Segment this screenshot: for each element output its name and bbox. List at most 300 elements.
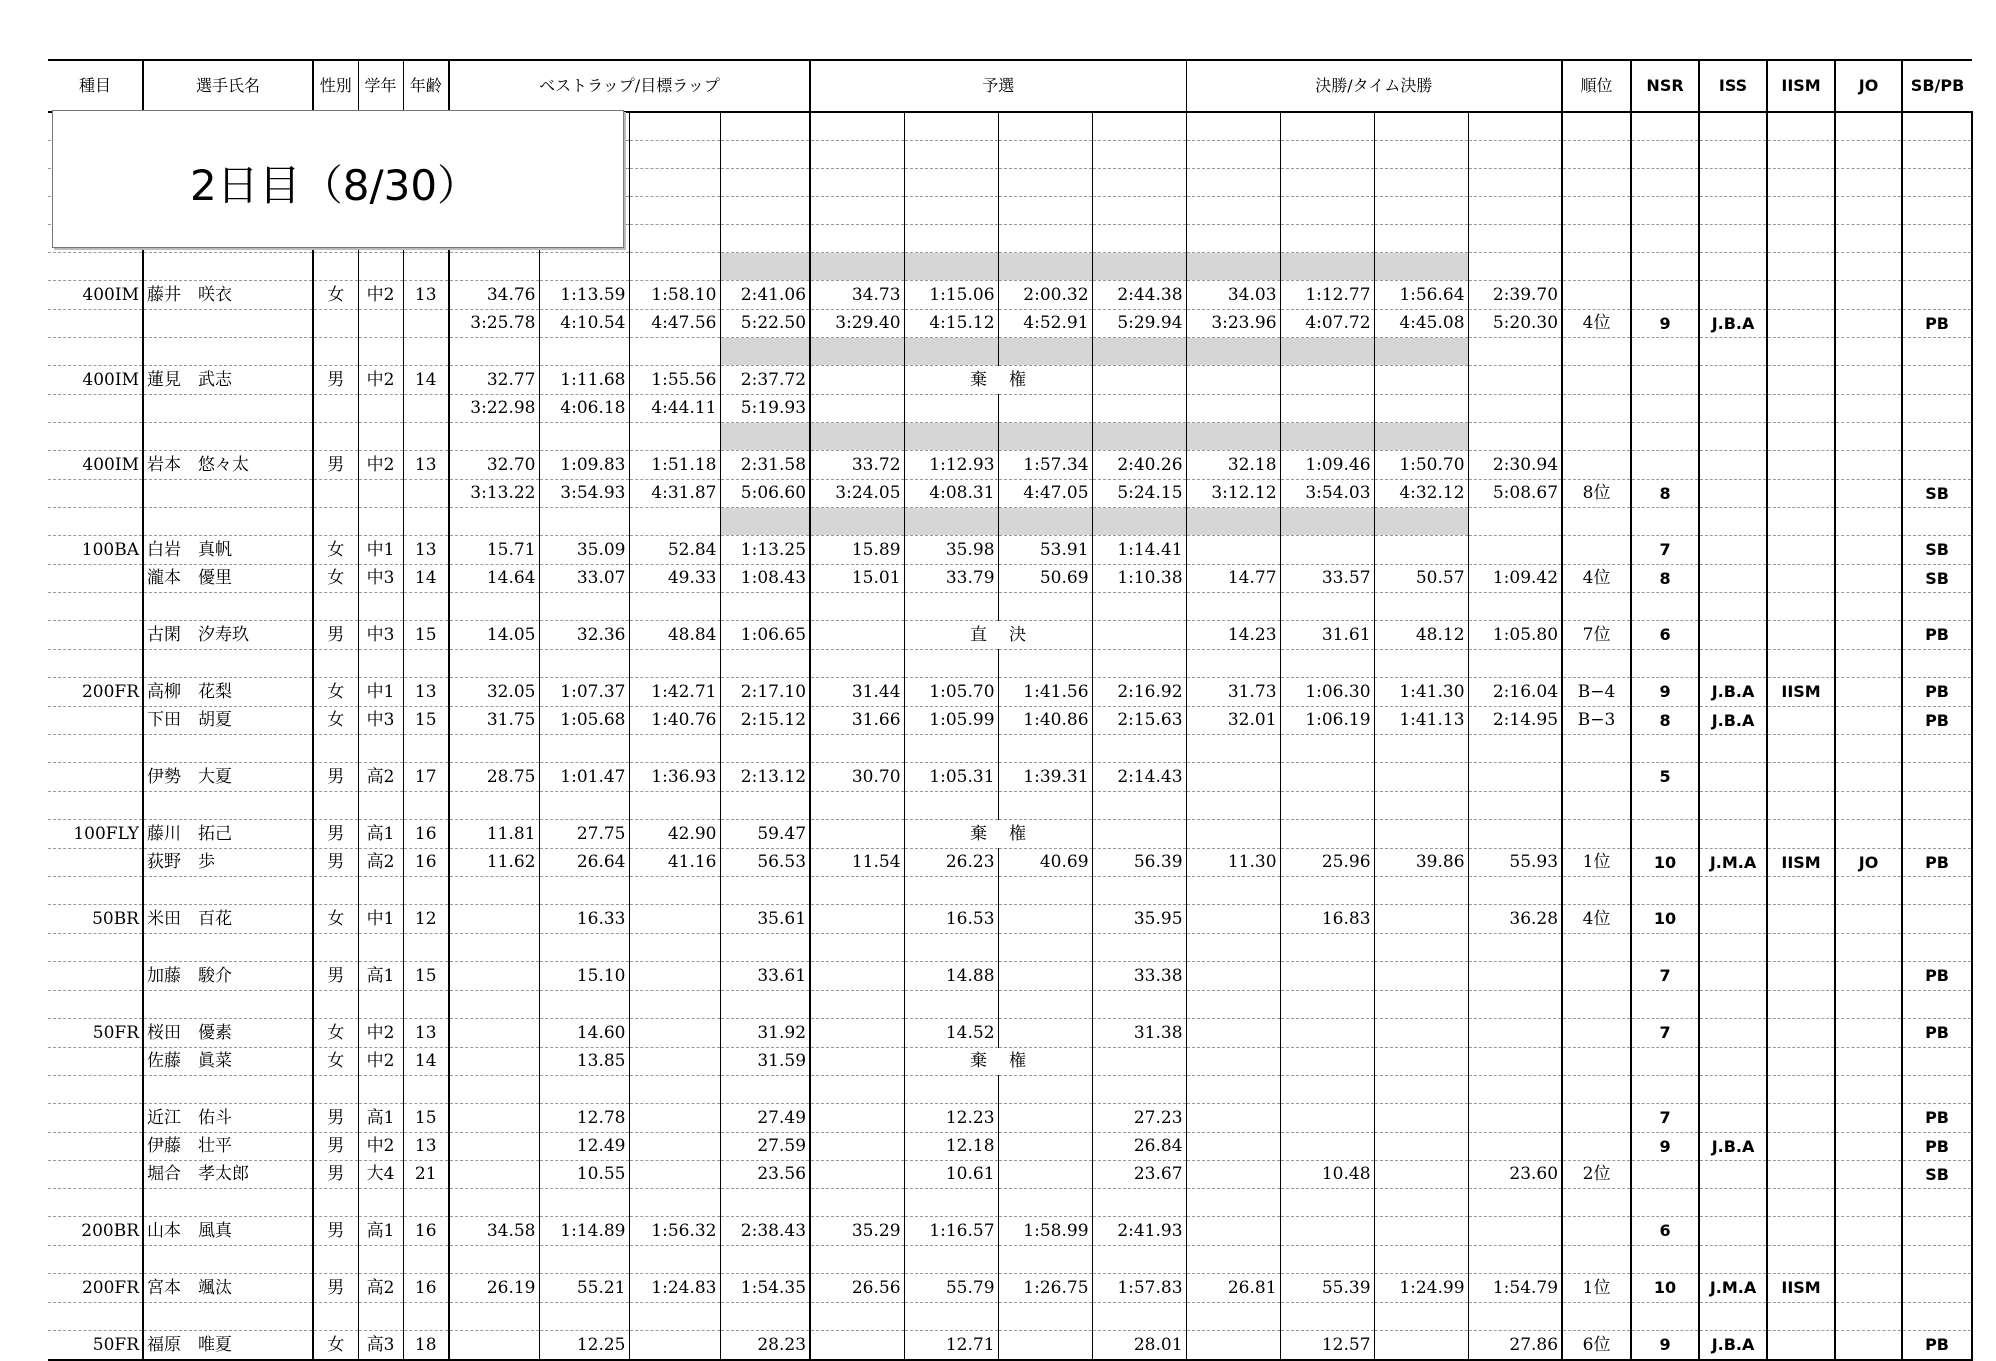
cell-jo bbox=[1835, 480, 1902, 508]
cell-name bbox=[143, 735, 313, 763]
cell-jo bbox=[1835, 112, 1902, 141]
cell-prelim-lap-3 bbox=[998, 338, 1092, 366]
cell-final-lap-3 bbox=[1374, 423, 1468, 451]
cell-prelim-lap-3 bbox=[998, 169, 1092, 197]
cell-age bbox=[403, 1303, 449, 1331]
cell-prelim-lap-1 bbox=[810, 1246, 904, 1274]
cell-final-lap-4 bbox=[1468, 1217, 1562, 1246]
cell-final-lap-2: 12.57 bbox=[1280, 1331, 1374, 1361]
cell-final-lap-1 bbox=[1186, 1076, 1280, 1104]
cell-prelim-lap-2 bbox=[904, 141, 998, 169]
cell-final-lap-1 bbox=[1186, 423, 1280, 451]
cell-iss bbox=[1699, 877, 1767, 905]
cell-rank bbox=[1562, 1076, 1631, 1104]
cell-jo bbox=[1835, 991, 1902, 1019]
cell-best-lap-3: 1:55.56 bbox=[629, 366, 720, 395]
cell-prelim-lap-2: 14.88 bbox=[904, 962, 998, 991]
cell-iss bbox=[1699, 366, 1767, 395]
cell-best-lap-2: 14.60 bbox=[539, 1019, 629, 1048]
cell-grade bbox=[358, 991, 403, 1019]
cell-nsr: 9 bbox=[1631, 1331, 1699, 1361]
cell-jo bbox=[1835, 1274, 1902, 1303]
cell-best-lap-4: 2:37.72 bbox=[720, 366, 810, 395]
cell-jo bbox=[1835, 962, 1902, 991]
cell-rank: B−4 bbox=[1562, 678, 1631, 707]
cell-best-lap-4: 27.59 bbox=[720, 1133, 810, 1161]
cell-nsr bbox=[1631, 281, 1699, 310]
cell-grade: 中3 bbox=[358, 621, 403, 650]
cell-best-lap-2: 16.33 bbox=[539, 905, 629, 934]
cell-final-lap-2 bbox=[1280, 650, 1374, 678]
cell-best-lap-1 bbox=[449, 253, 539, 281]
cell-grade bbox=[358, 877, 403, 905]
cell-name: 米田 百花 bbox=[143, 905, 313, 934]
cell-final-lap-2 bbox=[1280, 1133, 1374, 1161]
cell-event bbox=[48, 1048, 143, 1076]
header-best-lap: ベストラップ/目標ラップ bbox=[449, 60, 810, 112]
cell-best-lap-2 bbox=[539, 792, 629, 820]
cell-final-lap-4 bbox=[1468, 169, 1562, 197]
cell-best-lap-3 bbox=[629, 877, 720, 905]
cell-best-lap-1 bbox=[449, 877, 539, 905]
cell-iss bbox=[1699, 1246, 1767, 1274]
cell-jo bbox=[1835, 281, 1902, 310]
table-row bbox=[48, 905, 1972, 934]
cell-name bbox=[143, 395, 313, 423]
cell-best-lap-3 bbox=[629, 934, 720, 962]
cell-grade bbox=[358, 1246, 403, 1274]
cell-iss bbox=[1699, 763, 1767, 792]
cell-iism bbox=[1767, 991, 1835, 1019]
cell-prelim-lap-3: 1:58.99 bbox=[998, 1217, 1092, 1246]
cell-name: 瀧本 優里 bbox=[143, 565, 313, 593]
cell-name bbox=[143, 480, 313, 508]
cell-best-lap-3: 4:47.56 bbox=[629, 310, 720, 338]
cell-final-lap-2 bbox=[1280, 423, 1374, 451]
cell-prelim-lap-3: 4:52.91 bbox=[998, 310, 1092, 338]
cell-prelim-lap-2 bbox=[904, 1048, 1092, 1076]
cell-sex bbox=[313, 934, 358, 962]
cell-prelim-lap-2 bbox=[904, 735, 998, 763]
cell-iss: J.B.A bbox=[1699, 1331, 1767, 1361]
cell-final-lap-1 bbox=[1186, 1019, 1280, 1048]
cell-final-lap-3 bbox=[1374, 112, 1468, 141]
cell-final-lap-2 bbox=[1280, 366, 1374, 395]
cell-age bbox=[403, 1189, 449, 1217]
cell-prelim-lap-4 bbox=[1092, 792, 1186, 820]
cell-event bbox=[48, 707, 143, 735]
cell-best-lap-1 bbox=[449, 593, 539, 621]
cell-prelim-lap-1 bbox=[810, 423, 904, 451]
cell-sbpb bbox=[1902, 1217, 1972, 1246]
cell-name bbox=[143, 991, 313, 1019]
cell-prelim-lap-3 bbox=[998, 1104, 1092, 1133]
cell-name bbox=[143, 310, 313, 338]
cell-final-lap-1 bbox=[1186, 792, 1280, 820]
cell-iss bbox=[1699, 1048, 1767, 1076]
cell-prelim-lap-2 bbox=[904, 621, 1092, 650]
table-row bbox=[48, 1076, 1972, 1104]
cell-final-lap-2 bbox=[1280, 1076, 1374, 1104]
cell-sbpb: SB bbox=[1902, 1161, 1972, 1189]
table-row bbox=[48, 593, 1972, 621]
cell-iism bbox=[1767, 1217, 1835, 1246]
cell-prelim-lap-4 bbox=[1092, 338, 1186, 366]
cell-sex: 男 bbox=[313, 962, 358, 991]
cell-sex: 男 bbox=[313, 1161, 358, 1189]
cell-iss bbox=[1699, 1019, 1767, 1048]
cell-best-lap-3 bbox=[629, 1104, 720, 1133]
cell-final-lap-4 bbox=[1468, 141, 1562, 169]
cell-final-lap-1: 11.30 bbox=[1186, 849, 1280, 877]
cell-best-lap-4 bbox=[720, 650, 810, 678]
cell-best-lap-3: 52.84 bbox=[629, 536, 720, 565]
cell-prelim-lap-4: 2:41.93 bbox=[1092, 1217, 1186, 1246]
cell-iism bbox=[1767, 253, 1835, 281]
cell-prelim-lap-3 bbox=[998, 650, 1092, 678]
cell-prelim-lap-1: 26.56 bbox=[810, 1274, 904, 1303]
cell-iss bbox=[1699, 141, 1767, 169]
header-sex: 性別 bbox=[313, 60, 358, 112]
cell-best-lap-1 bbox=[449, 1104, 539, 1133]
cell-grade: 中1 bbox=[358, 905, 403, 934]
cell-best-lap-2: 33.07 bbox=[539, 565, 629, 593]
cell-best-lap-4: 1:06.65 bbox=[720, 621, 810, 650]
cell-age: 13 bbox=[403, 678, 449, 707]
cell-nsr bbox=[1631, 991, 1699, 1019]
cell-best-lap-1 bbox=[449, 962, 539, 991]
cell-final-lap-1 bbox=[1186, 905, 1280, 934]
cell-best-lap-4 bbox=[720, 792, 810, 820]
cell-best-lap-1 bbox=[449, 1048, 539, 1076]
cell-sex: 女 bbox=[313, 905, 358, 934]
cell-name: 福原 唯夏 bbox=[143, 1331, 313, 1361]
cell-best-lap-2: 1:09.83 bbox=[539, 451, 629, 480]
cell-jo bbox=[1835, 1104, 1902, 1133]
cell-final-lap-1 bbox=[1186, 650, 1280, 678]
cell-final-lap-4: 2:39.70 bbox=[1468, 281, 1562, 310]
cell-prelim-lap-1: 35.29 bbox=[810, 1217, 904, 1246]
cell-sbpb bbox=[1902, 1274, 1972, 1303]
cell-final-lap-4 bbox=[1468, 1133, 1562, 1161]
cell-sex: 男 bbox=[313, 1217, 358, 1246]
cell-final-lap-2 bbox=[1280, 253, 1374, 281]
cell-final-lap-2: 16.83 bbox=[1280, 905, 1374, 934]
cell-best-lap-1: 32.77 bbox=[449, 366, 539, 395]
cell-age: 13 bbox=[403, 451, 449, 480]
cell-grade bbox=[358, 593, 403, 621]
cell-prelim-lap-3 bbox=[998, 1161, 1092, 1189]
cell-best-lap-3 bbox=[629, 1303, 720, 1331]
cell-final-lap-1 bbox=[1186, 395, 1280, 423]
cell-nsr bbox=[1631, 395, 1699, 423]
cell-final-lap-3 bbox=[1374, 197, 1468, 225]
cell-prelim-lap-3 bbox=[998, 141, 1092, 169]
cell-prelim-lap-4: 1:10.38 bbox=[1092, 565, 1186, 593]
cell-age: 16 bbox=[403, 820, 449, 849]
cell-sex: 男 bbox=[313, 366, 358, 395]
cell-final-lap-4 bbox=[1468, 1303, 1562, 1331]
cell-iism bbox=[1767, 707, 1835, 735]
cell-name bbox=[143, 934, 313, 962]
cell-final-lap-1 bbox=[1186, 820, 1280, 849]
cell-best-lap-4 bbox=[720, 991, 810, 1019]
cell-rank bbox=[1562, 820, 1631, 849]
cell-age bbox=[403, 338, 449, 366]
cell-final-lap-1 bbox=[1186, 536, 1280, 565]
cell-rank bbox=[1562, 141, 1631, 169]
cell-prelim-lap-1 bbox=[810, 141, 904, 169]
cell-final-lap-2 bbox=[1280, 169, 1374, 197]
cell-best-lap-2 bbox=[539, 735, 629, 763]
cell-final-lap-3 bbox=[1374, 735, 1468, 763]
header-row bbox=[48, 60, 1972, 112]
cell-event bbox=[48, 1076, 143, 1104]
cell-final-lap-2 bbox=[1280, 820, 1374, 849]
header-sbpb: SB/PB bbox=[1902, 60, 1972, 112]
cell-event bbox=[48, 565, 143, 593]
cell-grade bbox=[358, 395, 403, 423]
cell-rank: B−3 bbox=[1562, 707, 1631, 735]
cell-jo bbox=[1835, 253, 1902, 281]
cell-best-lap-3: 1:56.32 bbox=[629, 1217, 720, 1246]
cell-final-lap-3: 48.12 bbox=[1374, 621, 1468, 650]
cell-prelim-lap-4: 1:14.41 bbox=[1092, 536, 1186, 565]
cell-best-lap-2: 1:13.59 bbox=[539, 281, 629, 310]
cell-iism bbox=[1767, 962, 1835, 991]
table-row bbox=[48, 763, 1972, 792]
cell-final-lap-3 bbox=[1374, 338, 1468, 366]
cell-iism bbox=[1767, 112, 1835, 141]
cell-name: 伊勢 大夏 bbox=[143, 763, 313, 792]
cell-best-lap-1 bbox=[449, 1189, 539, 1217]
table-row bbox=[48, 565, 1972, 593]
cell-grade: 中2 bbox=[358, 1019, 403, 1048]
cell-final-lap-1: 14.77 bbox=[1186, 565, 1280, 593]
cell-iss bbox=[1699, 593, 1767, 621]
cell-age bbox=[403, 1246, 449, 1274]
cell-event: 400IM bbox=[48, 281, 143, 310]
cell-final-lap-1 bbox=[1186, 508, 1280, 536]
cell-rank bbox=[1562, 1246, 1631, 1274]
cell-prelim-lap-4: 2:40.26 bbox=[1092, 451, 1186, 480]
status-label: 棄権 bbox=[970, 823, 1049, 844]
cell-grade bbox=[358, 423, 403, 451]
cell-final-lap-4 bbox=[1468, 820, 1562, 849]
cell-best-lap-4: 31.59 bbox=[720, 1048, 810, 1076]
cell-final-lap-3 bbox=[1374, 1331, 1468, 1361]
cell-sex: 女 bbox=[313, 707, 358, 735]
cell-final-lap-4: 1:54.79 bbox=[1468, 1274, 1562, 1303]
cell-jo bbox=[1835, 1303, 1902, 1331]
cell-jo bbox=[1835, 1048, 1902, 1076]
cell-event bbox=[48, 735, 143, 763]
cell-prelim-lap-3: 1:39.31 bbox=[998, 763, 1092, 792]
cell-name: 山本 風真 bbox=[143, 1217, 313, 1246]
cell-sbpb: PB bbox=[1902, 1104, 1972, 1133]
cell-prelim-lap-2: 1:16.57 bbox=[904, 1217, 998, 1246]
cell-jo bbox=[1835, 1246, 1902, 1274]
cell-final-lap-3 bbox=[1374, 1048, 1468, 1076]
cell-rank bbox=[1562, 1104, 1631, 1133]
cell-iss bbox=[1699, 508, 1767, 536]
cell-iism bbox=[1767, 480, 1835, 508]
cell-nsr bbox=[1631, 112, 1699, 141]
cell-prelim-lap-4 bbox=[1092, 877, 1186, 905]
cell-best-lap-3 bbox=[629, 650, 720, 678]
cell-best-lap-1: 31.75 bbox=[449, 707, 539, 735]
cell-prelim-lap-4: 27.23 bbox=[1092, 1104, 1186, 1133]
cell-best-lap-3 bbox=[629, 962, 720, 991]
cell-best-lap-2: 1:11.68 bbox=[539, 366, 629, 395]
cell-final-lap-2 bbox=[1280, 338, 1374, 366]
cell-best-lap-3 bbox=[629, 1048, 720, 1076]
cell-prelim-lap-2 bbox=[904, 877, 998, 905]
cell-best-lap-3 bbox=[629, 1019, 720, 1048]
cell-nsr: 9 bbox=[1631, 310, 1699, 338]
cell-prelim-lap-2 bbox=[904, 792, 998, 820]
cell-prelim-lap-4: 31.38 bbox=[1092, 1019, 1186, 1048]
cell-best-lap-4 bbox=[720, 169, 810, 197]
cell-iss bbox=[1699, 225, 1767, 253]
cell-best-lap-4 bbox=[720, 112, 810, 141]
cell-age: 16 bbox=[403, 1274, 449, 1303]
cell-best-lap-1 bbox=[449, 1331, 539, 1361]
table-row bbox=[48, 1331, 1972, 1361]
cell-event: 50FR bbox=[48, 1019, 143, 1048]
cell-name bbox=[143, 792, 313, 820]
cell-rank bbox=[1562, 423, 1631, 451]
cell-grade: 中2 bbox=[358, 281, 403, 310]
cell-best-lap-1 bbox=[449, 735, 539, 763]
cell-iism: IISM bbox=[1767, 678, 1835, 707]
cell-rank: 1位 bbox=[1562, 1274, 1631, 1303]
cell-final-lap-3 bbox=[1374, 1246, 1468, 1274]
cell-jo bbox=[1835, 366, 1902, 395]
cell-iss: J.B.A bbox=[1699, 678, 1767, 707]
cell-iism bbox=[1767, 536, 1835, 565]
cell-sex: 男 bbox=[313, 1104, 358, 1133]
cell-grade: 中2 bbox=[358, 451, 403, 480]
cell-age bbox=[403, 310, 449, 338]
cell-prelim-lap-4 bbox=[1092, 650, 1186, 678]
cell-name bbox=[143, 593, 313, 621]
cell-nsr bbox=[1631, 820, 1699, 849]
cell-best-lap-1 bbox=[449, 905, 539, 934]
cell-final-lap-1 bbox=[1186, 1246, 1280, 1274]
cell-best-lap-3 bbox=[629, 197, 720, 225]
cell-best-lap-4 bbox=[720, 338, 810, 366]
cell-prelim-lap-2 bbox=[904, 395, 998, 423]
cell-iism bbox=[1767, 310, 1835, 338]
cell-event: 50FR bbox=[48, 1331, 143, 1361]
cell-best-lap-1: 14.05 bbox=[449, 621, 539, 650]
cell-prelim-lap-3 bbox=[998, 905, 1092, 934]
cell-iism bbox=[1767, 1303, 1835, 1331]
cell-jo bbox=[1835, 169, 1902, 197]
cell-best-lap-4: 33.61 bbox=[720, 962, 810, 991]
cell-sbpb bbox=[1902, 197, 1972, 225]
cell-iism bbox=[1767, 169, 1835, 197]
cell-best-lap-4: 23.56 bbox=[720, 1161, 810, 1189]
table-row bbox=[48, 849, 1972, 877]
table-row bbox=[48, 1048, 1972, 1076]
cell-sbpb: PB bbox=[1902, 310, 1972, 338]
cell-nsr bbox=[1631, 1048, 1699, 1076]
cell-sbpb: PB bbox=[1902, 678, 1972, 707]
cell-name bbox=[143, 338, 313, 366]
cell-best-lap-2: 1:14.89 bbox=[539, 1217, 629, 1246]
cell-nsr bbox=[1631, 141, 1699, 169]
cell-nsr: 6 bbox=[1631, 621, 1699, 650]
cell-final-lap-3 bbox=[1374, 1161, 1468, 1189]
cell-prelim-lap-3 bbox=[998, 991, 1092, 1019]
cell-prelim-lap-2 bbox=[904, 508, 998, 536]
cell-name: 荻野 歩 bbox=[143, 849, 313, 877]
cell-best-lap-3: 1:51.18 bbox=[629, 451, 720, 480]
cell-final-lap-4 bbox=[1468, 1189, 1562, 1217]
cell-final-lap-2 bbox=[1280, 1303, 1374, 1331]
cell-final-lap-1 bbox=[1186, 1104, 1280, 1133]
cell-final-lap-2 bbox=[1280, 508, 1374, 536]
cell-final-lap-2: 1:12.77 bbox=[1280, 281, 1374, 310]
cell-prelim-lap-3 bbox=[998, 395, 1092, 423]
cell-final-lap-1 bbox=[1186, 991, 1280, 1019]
cell-iss: J.B.A bbox=[1699, 1133, 1767, 1161]
cell-best-lap-3 bbox=[629, 169, 720, 197]
cell-prelim-lap-4: 56.39 bbox=[1092, 849, 1186, 877]
cell-best-lap-3 bbox=[629, 792, 720, 820]
cell-best-lap-2 bbox=[539, 1076, 629, 1104]
cell-final-lap-2 bbox=[1280, 141, 1374, 169]
cell-best-lap-2: 26.64 bbox=[539, 849, 629, 877]
cell-grade bbox=[358, 508, 403, 536]
cell-final-lap-2: 25.96 bbox=[1280, 849, 1374, 877]
cell-sex: 女 bbox=[313, 1331, 358, 1361]
cell-sbpb bbox=[1902, 905, 1972, 934]
cell-jo bbox=[1835, 735, 1902, 763]
cell-final-lap-3: 39.86 bbox=[1374, 849, 1468, 877]
cell-rank bbox=[1562, 225, 1631, 253]
cell-sex: 男 bbox=[313, 1133, 358, 1161]
cell-jo bbox=[1835, 1076, 1902, 1104]
cell-rank bbox=[1562, 934, 1631, 962]
cell-best-lap-4: 1:13.25 bbox=[720, 536, 810, 565]
cell-sbpb bbox=[1902, 112, 1972, 141]
cell-prelim-lap-2: 4:15.12 bbox=[904, 310, 998, 338]
cell-rank: 4位 bbox=[1562, 310, 1631, 338]
cell-prelim-lap-4 bbox=[1092, 1076, 1186, 1104]
cell-age bbox=[403, 934, 449, 962]
cell-prelim-lap-2 bbox=[904, 225, 998, 253]
cell-event bbox=[48, 849, 143, 877]
cell-final-lap-1 bbox=[1186, 169, 1280, 197]
cell-prelim-lap-3 bbox=[998, 1303, 1092, 1331]
cell-age bbox=[403, 650, 449, 678]
cell-jo bbox=[1835, 792, 1902, 820]
cell-age: 14 bbox=[403, 366, 449, 395]
cell-final-lap-3 bbox=[1374, 792, 1468, 820]
cell-iism bbox=[1767, 1246, 1835, 1274]
cell-best-lap-2 bbox=[539, 934, 629, 962]
cell-rank bbox=[1562, 962, 1631, 991]
cell-prelim-lap-3 bbox=[998, 1076, 1092, 1104]
cell-grade bbox=[358, 650, 403, 678]
cell-final-lap-2 bbox=[1280, 763, 1374, 792]
cell-age: 16 bbox=[403, 1217, 449, 1246]
cell-prelim-lap-4: 5:24.15 bbox=[1092, 480, 1186, 508]
cell-iss bbox=[1699, 621, 1767, 650]
